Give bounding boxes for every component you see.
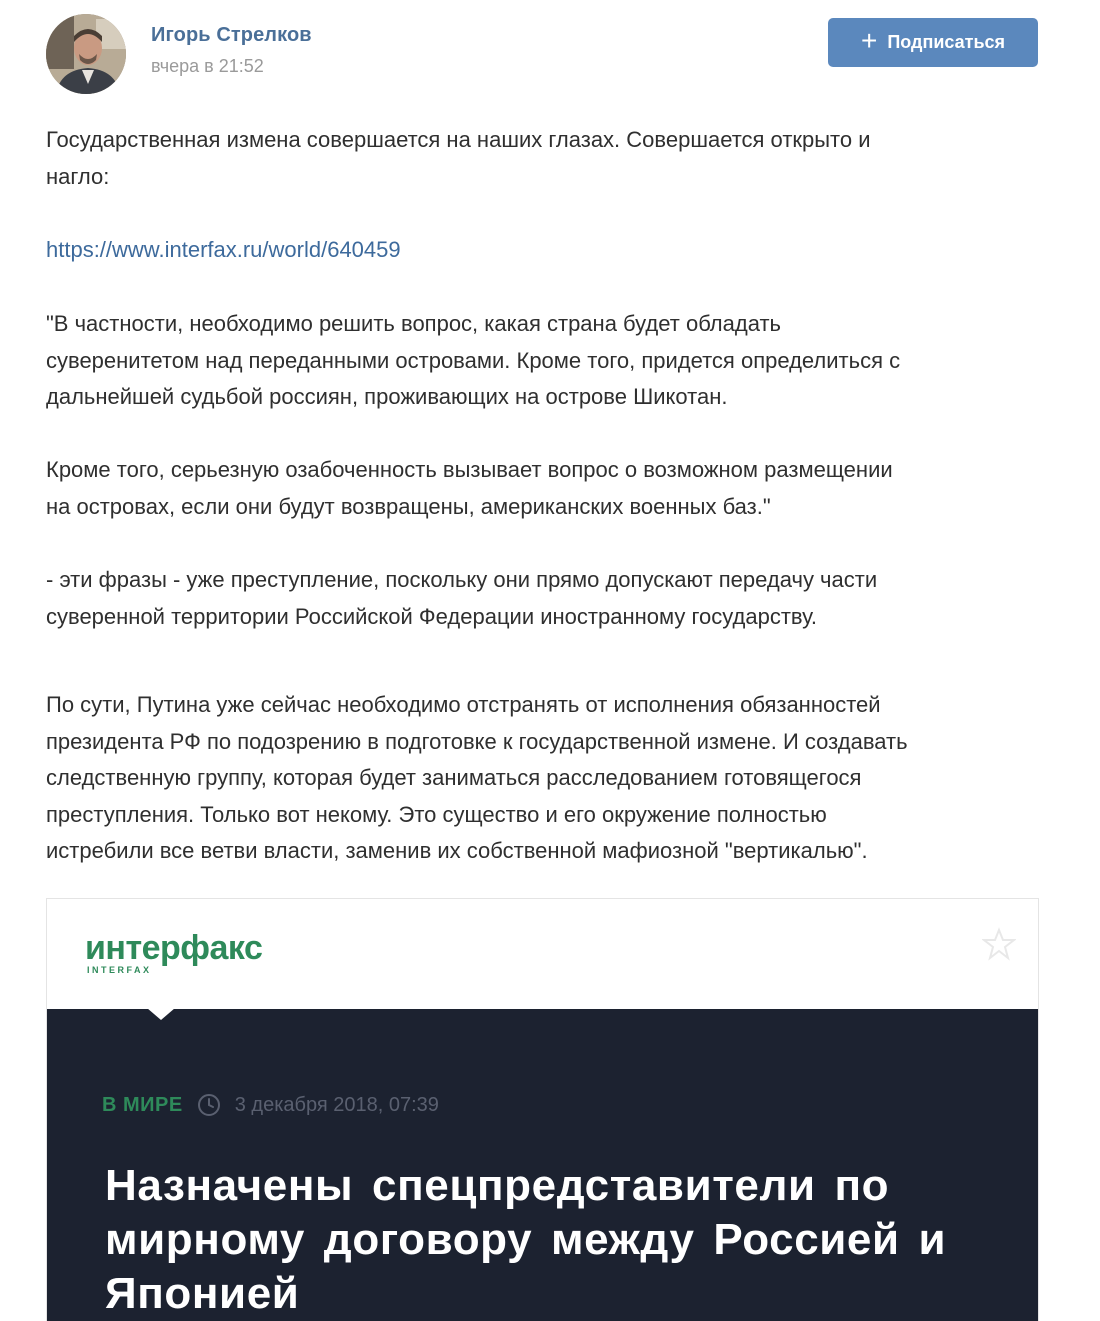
text-line: президента РФ по подозрению в подготовке к государственной измене. И создавать [46, 728, 908, 754]
post-paragraph-2 [46, 306, 1046, 416]
text-line: суверенитетом над переданными островами. Кроме того, придется определиться с [46, 347, 901, 373]
plus-icon: + [860, 25, 878, 56]
headline-line: мирному договору между Россией и [105, 1215, 947, 1264]
svg-text:INTERFAX: INTERFAX [87, 965, 152, 975]
clock-icon [197, 1093, 221, 1117]
text-line: нагло: [46, 163, 110, 189]
text-line: По сути, Путина уже сейчас необходимо отстранять от исполнения обязанностей [46, 692, 881, 717]
article-headline[interactable] [105, 1159, 1005, 1321]
post-paragraph-1 [46, 122, 1046, 195]
text-line: на островах, если они будут возвращены, американских военных баз." [46, 493, 771, 519]
article-link[interactable]: https://www.interfax.ru/world/640459 [46, 237, 401, 262]
subscribe-button[interactable] [828, 18, 1038, 67]
text-line: преступления. Только вот некому. Это существо и его окружение полностью [46, 801, 827, 827]
card-header [47, 899, 1038, 1009]
text-line: дальнейшей судьбой россиян, проживающих на острове Шикотан. [46, 384, 728, 409]
headline-line: Японией [105, 1269, 300, 1318]
text-line: суверенной территории Российской Федерации иностранному государству. [46, 603, 818, 629]
post-paragraph-3 [46, 452, 1046, 525]
category-label[interactable]: В МИРЕ [102, 1093, 183, 1116]
text-line: "В частности, необходимо решить вопрос, какая страна будет обладать [46, 311, 782, 336]
text-line: Кроме того, серьезную озабоченность вызывает вопрос о возможном размещении [46, 457, 893, 482]
post-paragraph-4 [46, 562, 1046, 635]
card-body [47, 1009, 1038, 1321]
card-meta [102, 1093, 439, 1117]
text-line: истребили все ветви власти, заменив их собственной мафиозной "вертикалью". [46, 838, 868, 863]
card-notch [147, 1008, 175, 1020]
link-preview-card[interactable] [46, 898, 1039, 1321]
headline-line: Назначены спецпредставители по [105, 1161, 890, 1210]
author-name[interactable]: Игорь Стрелков [151, 24, 312, 46]
post-paragraph-5 [46, 687, 1046, 870]
post-time[interactable]: вчера в 21:52 [151, 56, 264, 76]
avatar-image [46, 14, 126, 94]
post-link-block [46, 232, 1046, 269]
svg-text:интерфакс: интерфакс [85, 929, 263, 967]
text-line: следственную группу, которая будет заниматься расследованием готовящегося [46, 765, 862, 790]
text-line: - эти фразы - уже преступление, поскольку они прямо допускают передачу части [46, 567, 878, 592]
text-line: Государственная измена совершается на наших глазах. Совершается открыто и [46, 127, 871, 152]
interfax-logo [85, 921, 285, 981]
avatar[interactable] [46, 14, 126, 94]
star-icon[interactable] [982, 927, 1016, 961]
author-block [151, 24, 312, 77]
post-header [46, 14, 1040, 94]
article-date: 3 декабря 2018, 07:39 [234, 1093, 439, 1116]
subscribe-label: Подписаться [887, 32, 1006, 52]
